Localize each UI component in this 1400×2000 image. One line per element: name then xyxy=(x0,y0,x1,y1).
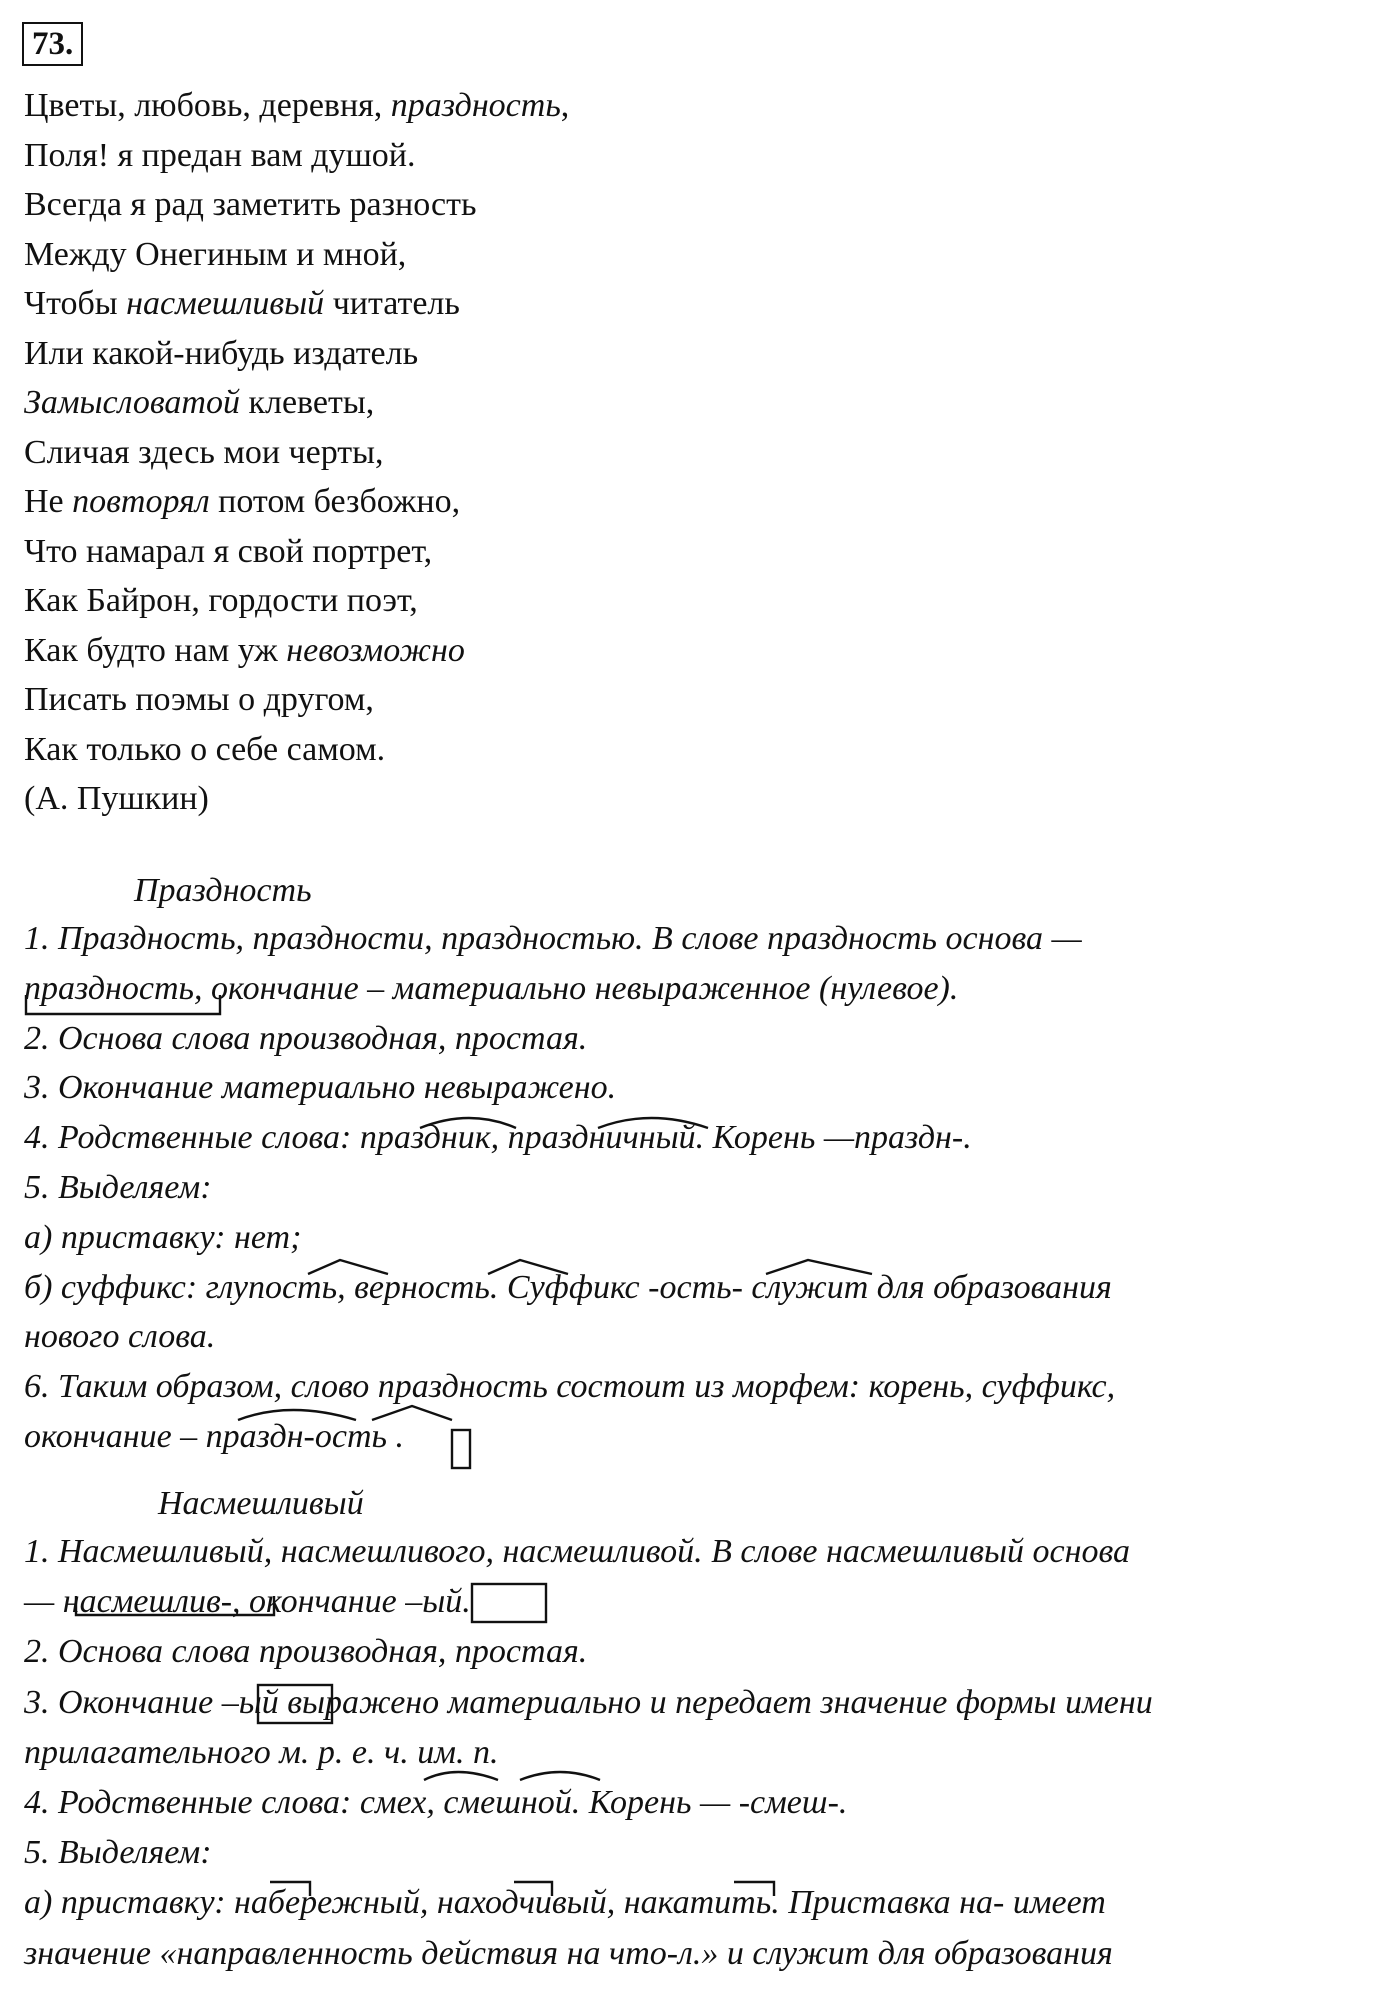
poem-line xyxy=(24,185,477,225)
analysis-line: 3. Окончание –ый выражено материально и передает значение формы имени xyxy=(24,1683,1153,1721)
poem-text: , xyxy=(560,87,570,124)
poem-line xyxy=(24,433,383,473)
analysis-line: 5. Выделяем: xyxy=(24,1169,212,1206)
poem-text: Как Байрон, гордости поэт, xyxy=(24,582,418,619)
analysis-line: 3. Окончание материально невыражено. xyxy=(24,1069,617,1107)
analysis-line: 5. Выделяем: xyxy=(24,1834,212,1872)
italic-word: насмешливый xyxy=(126,285,325,322)
analysis-line: 4. Родственные слова: смех, смешной. Корень — -смеш-. xyxy=(24,1784,848,1821)
poem-text: потом безбожно, xyxy=(209,483,461,520)
poem-line xyxy=(24,482,460,522)
poem-line xyxy=(24,581,418,621)
root-arc xyxy=(424,1772,498,1780)
poem-line xyxy=(24,334,418,374)
poem-line xyxy=(24,383,374,423)
analysis-line: — насмешлив-, окончание –ый. xyxy=(24,1583,471,1621)
analysis-line: а) приставку: нет; xyxy=(24,1218,302,1256)
poem-line xyxy=(24,779,209,819)
root-arc xyxy=(520,1772,600,1780)
poem-text: Не xyxy=(24,483,73,520)
poem-text: Чтобы xyxy=(24,285,127,322)
exercise-number: 73. xyxy=(22,22,83,66)
poem-line xyxy=(24,532,432,572)
poem-text: Или какой-нибудь издатель xyxy=(24,334,419,372)
analysis-line: 2. Основа слова производная, простая. xyxy=(24,1633,588,1671)
analysis-line: нового слова. xyxy=(24,1318,216,1356)
italic-word: Замысловатой xyxy=(24,384,240,421)
poem-line xyxy=(24,284,460,324)
poem-line xyxy=(24,730,385,770)
poem-text: Как только о себе самом. xyxy=(24,730,386,768)
poem-line xyxy=(24,680,374,720)
analysis-line: б) суффикс: глупость, верность. Суффикс -ость- служит для образования xyxy=(24,1268,1112,1306)
analysis-line: 1. Праздность, праздности, праздностью. В слове праздность основа — xyxy=(24,920,1082,957)
section-title-nasmeshlivy: Насмешливый xyxy=(158,1485,364,1522)
poem-text: (А. Пушкин) xyxy=(24,780,209,817)
poem-text: Всегда я рад заметить разность xyxy=(24,186,477,223)
poem-line xyxy=(24,235,406,275)
analysis-line: праздность, окончание – материально невыраженное (нулевое). xyxy=(24,969,959,1007)
analysis-line: окончание – праздн-ость . xyxy=(24,1418,404,1455)
poem-text: Цветы, любовь, деревня, xyxy=(24,87,391,124)
poem-text: Поля! я предан вам душой. xyxy=(24,136,416,174)
poem-text: клеветы, xyxy=(239,384,375,421)
poem-text: читатель xyxy=(324,285,460,322)
poem-text: Писать поэмы о другом, xyxy=(24,681,374,718)
ending-box xyxy=(472,1584,546,1622)
analysis-line: 4. Родственные слова: праздник, праздничный. Корень —праздн-. xyxy=(24,1119,972,1157)
poem-text: Сличая здесь мои черты, xyxy=(24,433,384,471)
analysis-line: а) приставку: набережный, находчивый, накатить. Приставка на- имеет xyxy=(24,1884,1106,1922)
analysis-line: 1. Насмешливый, насмешливого, насмешливой. В слове насмешливый основа xyxy=(24,1533,1131,1570)
analysis-line: 2. Основа слова производная, простая. xyxy=(24,1019,588,1057)
poem-line xyxy=(24,86,569,126)
poem-text: Что намарал я свой портрет, xyxy=(24,532,433,570)
section-title-prazdnost: Праздность xyxy=(134,872,312,909)
poem-text: Между Онегиным и мной, xyxy=(24,235,407,273)
italic-word: повторял xyxy=(72,483,210,520)
analysis-line: значение «направленность действия на что-л.» и служит для образования xyxy=(24,1934,1113,1972)
analysis-line: прилагательного м. р. е. ч. им. п. xyxy=(24,1733,499,1771)
poem-line xyxy=(24,631,465,671)
analysis-line: 6. Таким образом, слово праздность состоит из морфем: корень, суффикс, xyxy=(24,1368,1116,1406)
italic-word: невозможно xyxy=(286,631,465,669)
ending-box xyxy=(452,1430,470,1468)
poem-line xyxy=(24,136,415,176)
italic-word: праздность xyxy=(390,87,561,124)
poem-text: Как будто нам уж xyxy=(24,631,287,669)
